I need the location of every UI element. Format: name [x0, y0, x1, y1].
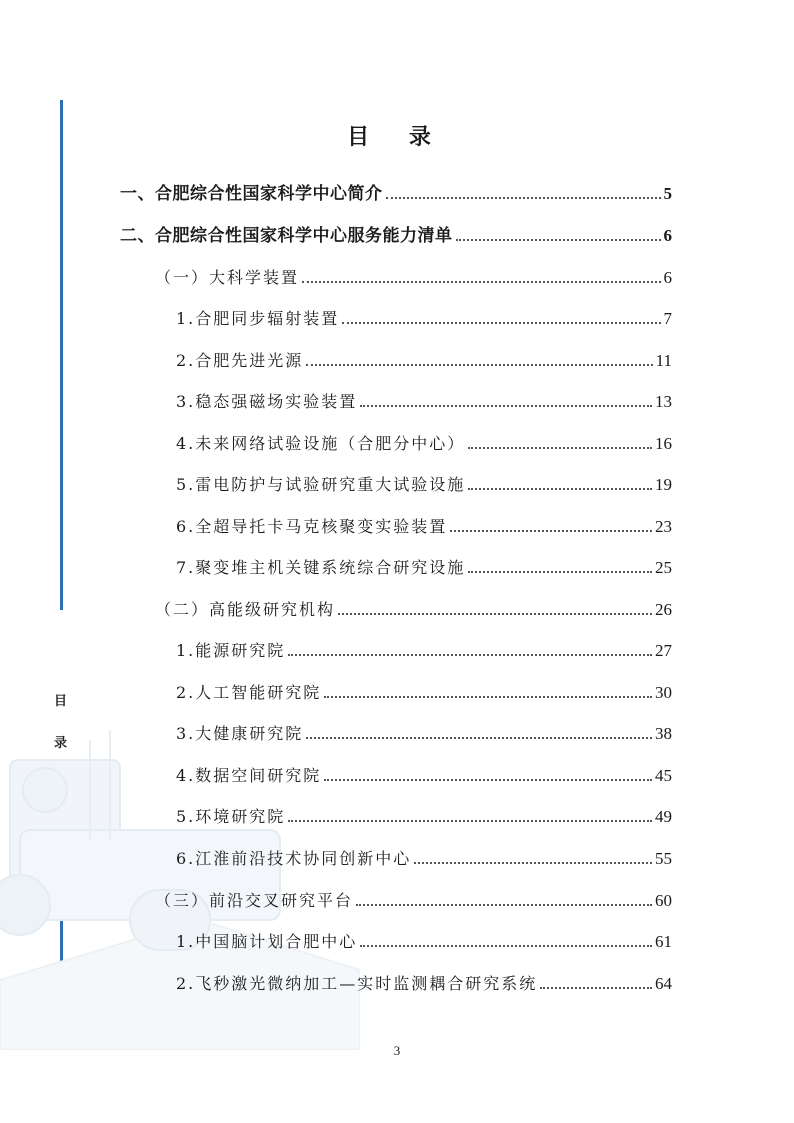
toc-entry-label: 1.合肥同步辐射装置: [176, 309, 340, 328]
toc-leader-dots: [360, 944, 652, 947]
toc-leader-dots: [324, 695, 652, 698]
toc-leader-dots: [540, 986, 652, 989]
toc-entry-page: 38: [655, 724, 672, 743]
side-label-char-2: 录: [54, 736, 68, 751]
toc-entry-label: 6.江淮前沿技术协同创新中心: [176, 849, 412, 868]
toc-leader-dots: [288, 819, 652, 822]
toc-entry-page: 13: [655, 392, 672, 411]
toc-entry[interactable]: [176, 428, 672, 454]
toc-entry-page: 45: [655, 766, 672, 785]
toc-leader-dots: [456, 238, 661, 241]
toc-leader-dots: [468, 446, 652, 449]
page-number: 3: [393, 1043, 401, 1058]
toc-entry-label: （二）高能级研究机构: [155, 600, 336, 619]
toc-entry[interactable]: [176, 968, 672, 994]
toc-entry-label: 5.环境研究院: [176, 807, 286, 826]
toc-entry-label: 6.全超导托卡马克核聚变实验装置: [176, 517, 448, 536]
toc-entry-label: 2.飞秒激光微纳加工—实时监测耦合研究系统: [176, 974, 538, 993]
toc-leader-dots: [468, 570, 652, 573]
toc-entry-label: 4.未来网络试验设施（合肥分中心）: [176, 434, 466, 453]
toc-entry-label: 7.聚变堆主机关键系统综合研究设施: [176, 558, 466, 577]
toc-entry-page: 64: [655, 974, 672, 993]
toc-leader-dots: [342, 321, 660, 324]
toc-entry-page: 16: [655, 434, 672, 453]
toc-leader-dots: [356, 903, 652, 906]
page-title: 目 录: [347, 125, 447, 150]
side-accent-bar-top: [60, 100, 63, 610]
toc-entry-page: 7: [663, 309, 672, 328]
toc-entry[interactable]: [176, 801, 672, 827]
toc-entry[interactable]: [176, 843, 672, 869]
toc-leader-dots: [306, 363, 652, 366]
toc-entry-page: 26: [655, 600, 672, 619]
toc-entry[interactable]: [176, 386, 672, 412]
toc-leader-dots: [414, 861, 652, 864]
toc-entry-page: 5: [663, 184, 672, 203]
toc-entry-page: 55: [655, 849, 672, 868]
toc-entry-label: 3.大健康研究院: [176, 724, 304, 743]
toc-entry-page: 6: [663, 268, 672, 287]
toc-entry-label: （三）前沿交叉研究平台: [155, 891, 354, 910]
toc-entry[interactable]: [155, 262, 672, 288]
toc-entry-page: 19: [655, 475, 672, 494]
toc-entry-page: 23: [655, 517, 672, 536]
toc-leader-dots: [386, 196, 661, 199]
toc-entry-page: 6: [663, 226, 672, 245]
toc-leader-dots: [306, 736, 652, 739]
toc-entry[interactable]: [176, 469, 672, 495]
toc-entry-page: 30: [655, 683, 672, 702]
toc-leader-dots: [338, 612, 652, 615]
toc-entry-label: 4.数据空间研究院: [176, 766, 322, 785]
toc-entry-label: 3.稳态强磁场实验装置: [176, 392, 358, 411]
toc-leader-dots: [288, 653, 652, 656]
toc-entry[interactable]: [155, 885, 672, 911]
toc-entry[interactable]: [176, 677, 672, 703]
toc-leader-dots: [468, 487, 652, 490]
side-label-char-1: 目: [54, 694, 68, 709]
toc-leader-dots: [324, 778, 652, 781]
toc-entry[interactable]: [120, 178, 672, 204]
toc-leader-dots: [450, 529, 652, 532]
toc-entry-label: 二、合肥综合性国家科学中心服务能力清单: [120, 226, 453, 246]
toc-entry-page: 27: [655, 641, 672, 660]
toc-entry[interactable]: [176, 718, 672, 744]
toc-entry[interactable]: [120, 220, 672, 246]
toc-entry-label: 一、合肥综合性国家科学中心简介: [120, 184, 383, 204]
toc-entry-label: 2.合肥先进光源: [176, 351, 304, 370]
toc-entry-page: 61: [655, 932, 672, 951]
toc-leader-dots: [360, 404, 652, 407]
toc-entry-page: 49: [655, 807, 672, 826]
toc-entry[interactable]: [176, 635, 672, 661]
toc-entry[interactable]: [176, 303, 672, 329]
toc-entry-label: 5.雷电防护与试验研究重大试验设施: [176, 475, 466, 494]
toc-entry[interactable]: [176, 345, 672, 371]
toc-entry-page: 60: [655, 891, 672, 910]
toc-entry[interactable]: [176, 760, 672, 786]
toc-entry-label: 1.中国脑计划合肥中心: [176, 932, 358, 951]
toc-entry-label: （一）大科学装置: [155, 268, 300, 287]
toc-entry[interactable]: [155, 594, 672, 620]
toc-entry-label: 2.人工智能研究院: [176, 683, 322, 702]
toc-entry[interactable]: [176, 511, 672, 537]
toc-entry-page: 11: [655, 351, 672, 370]
toc-entry-label: 1.能源研究院: [176, 641, 286, 660]
toc-entry[interactable]: [176, 552, 672, 578]
toc-entry[interactable]: [176, 926, 672, 952]
toc-entry-page: 25: [655, 558, 672, 577]
toc-leader-dots: [302, 280, 660, 283]
